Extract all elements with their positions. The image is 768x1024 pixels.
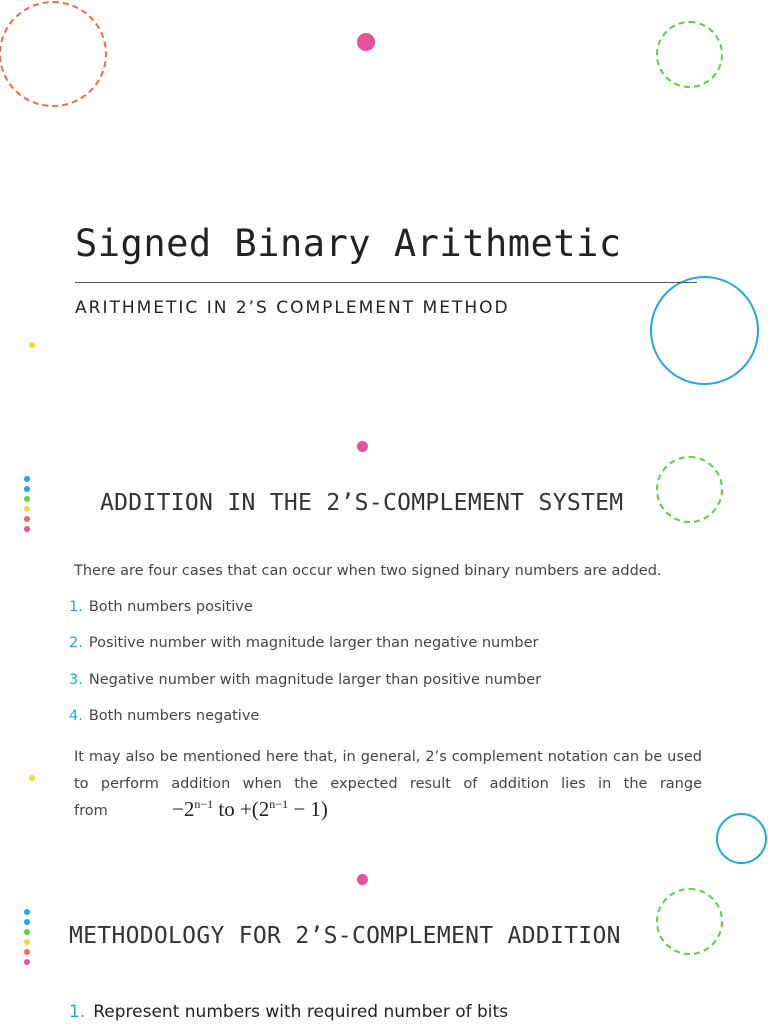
formula-upper-exponent: n−1 xyxy=(269,797,289,811)
list-number: 1. xyxy=(69,1002,86,1022)
list-text: Negative number with magnitude larger than positive number xyxy=(88,672,542,688)
formula-connector: to +( xyxy=(213,797,259,821)
pink-dot-decoration xyxy=(357,874,368,885)
blue-circle-decoration xyxy=(650,276,759,385)
formula-lower-base: −2 xyxy=(172,797,195,821)
pink-dot-decoration xyxy=(357,33,375,51)
section-heading-addition: ADDITION IN THE 2’S-COMPLEMENT SYSTEM xyxy=(100,490,624,516)
list-item xyxy=(69,672,541,688)
list-number: 1. xyxy=(69,599,83,615)
orange-dashed-circle-decoration xyxy=(0,1,107,107)
list-number: 3. xyxy=(69,672,83,688)
range-note-from: from xyxy=(74,803,108,819)
list-number: 2. xyxy=(69,635,83,651)
list-item xyxy=(69,635,538,651)
page-subtitle: ARITHMETIC IN 2’S COMPLEMENT METHOD xyxy=(75,298,510,318)
list-text: Both numbers negative xyxy=(88,708,260,724)
formula-upper-base: 2 xyxy=(258,797,270,821)
page-title: Signed Binary Arithmetic xyxy=(75,222,622,265)
green-dashed-circle-decoration xyxy=(656,456,723,523)
pink-dot-decoration xyxy=(357,441,368,452)
title-divider xyxy=(75,282,697,283)
list-number: 4. xyxy=(69,708,83,724)
formula-upper-tail: − 1) xyxy=(288,797,328,821)
green-dashed-circle-decoration xyxy=(656,21,723,88)
list-item xyxy=(69,599,253,615)
section-heading-methodology: METHODOLOGY FOR 2’S-COMPLEMENT ADDITION xyxy=(69,923,621,949)
yellow-dot-decoration xyxy=(29,342,35,348)
yellow-dot-decoration xyxy=(29,775,35,781)
list-item xyxy=(69,708,259,724)
list-text: Represent numbers with required number of bits xyxy=(93,1002,509,1022)
range-note-text: It may also be mentioned here that, in general, 2’s complement notation can be used to perform addition when the expected result of addition lies in the range xyxy=(74,749,702,792)
intro-paragraph: There are four cases that can occur when two signed binary numbers are added. xyxy=(74,563,662,579)
range-formula xyxy=(172,797,328,822)
green-dashed-circle-decoration xyxy=(656,888,723,955)
list-item xyxy=(69,1002,508,1022)
list-text: Both numbers positive xyxy=(88,599,253,615)
blue-circle-decoration xyxy=(716,813,767,864)
formula-lower-exponent: n−1 xyxy=(194,797,214,811)
range-note-paragraph xyxy=(74,744,702,825)
list-text: Positive number with magnitude larger than negative number xyxy=(88,635,539,651)
